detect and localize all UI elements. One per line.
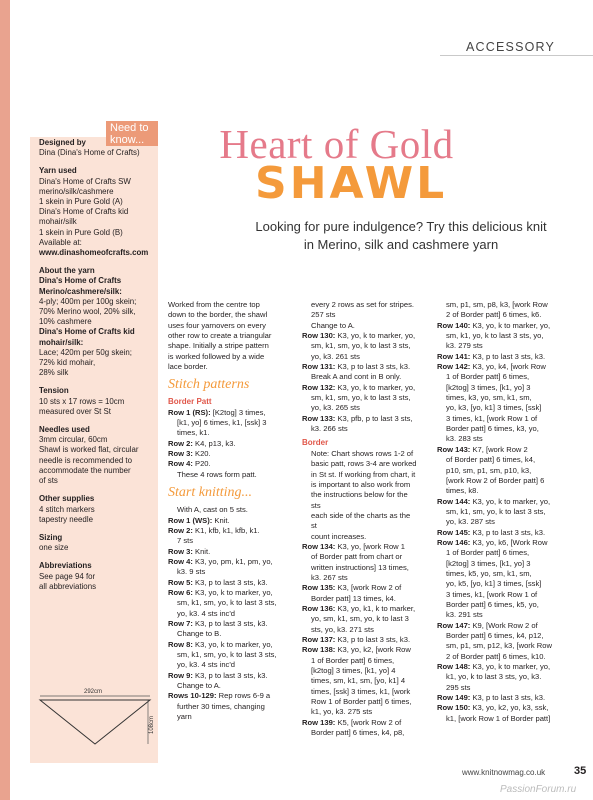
- pattern-row: Row 131: K3, p to last 3 sts, k3.: [302, 362, 411, 372]
- pattern-row: Row 5: K3, p to last 3 sts, k3.: [168, 577, 268, 587]
- pattern-row: k3. 267 sts: [311, 572, 348, 582]
- pattern-row: 3 times, k1, [work Row 1 of: [446, 413, 538, 423]
- pattern-row: every 2 rows as set for stripes.: [311, 300, 414, 309]
- border-patt-heading: Border Patt: [168, 397, 212, 407]
- column-1: [168, 300, 278, 722]
- pattern-row: [work Row 2 of Border patt] 6: [446, 475, 545, 485]
- pattern-row: k3. 266 sts: [311, 424, 348, 434]
- pattern-row: k1, yo, k to last 3 sts, yo, k3.: [446, 672, 542, 682]
- text-line: 72% kid mohair,: [39, 358, 96, 368]
- footer-url: www.knitnowmag.co.uk: [462, 768, 546, 777]
- text-line: tapestry needle: [39, 514, 93, 524]
- text-line: 70% Merino wool, 20% silk,: [39, 307, 136, 317]
- pattern-row: Row 6: K3, yo, k to marker, yo,: [168, 587, 273, 597]
- designed-by-heading: Designed by: [39, 138, 86, 147]
- pattern-row: times, k1.: [177, 428, 210, 438]
- pattern-row: yo, k3, [yo, k1] 3 times, [ssk]: [446, 403, 542, 413]
- pattern-row: Border patt] 13 times, k4.: [311, 593, 396, 603]
- pattern-row: Border patt] 6 times, k5, yo,: [446, 599, 539, 609]
- pattern-row: further 30 times, changing yarn: [177, 701, 265, 722]
- pattern-row: Row 3: K20.: [168, 449, 211, 459]
- text-line: of sts: [39, 476, 58, 486]
- pattern-row: Row 3: Knit.: [168, 546, 211, 556]
- pattern-row: of Border patt] 6 times, k4,: [446, 455, 536, 465]
- pattern-row: the instructions below for the sts: [311, 490, 408, 510]
- text-line: 10% cashmere: [39, 317, 92, 327]
- pattern-row: Row 141: K3, p to last 3 sts, k3.: [437, 351, 546, 361]
- about-yarn: [39, 276, 157, 378]
- pattern-row: Row 147: K9, [Work Row 2 of: [437, 620, 538, 630]
- text-line: down to the border, the shawl: [168, 310, 268, 320]
- pattern-row: [k2tog] 3 times, [k1, yo] 3: [446, 382, 531, 392]
- pattern-row: Row 132: K3, yo, k to marker, yo,: [302, 382, 416, 392]
- pattern-row: in St st. If working from chart, it: [311, 469, 416, 479]
- pattern-row: times, k5, yo, sm, k1, sm,: [446, 568, 532, 578]
- pattern-row: Row 148: K3, yo, k to marker, yo,: [437, 662, 551, 672]
- pattern-row: p10, sm, p1, sm, p10, k3,: [446, 465, 532, 475]
- pattern-row: Border patt] 6 times, k3, yo,: [446, 424, 539, 434]
- text-line: Available at:: [39, 237, 82, 247]
- border-rows-continued: [437, 300, 555, 724]
- pattern-row: Row 2: K4, p13, k3.: [168, 438, 236, 448]
- pattern-row: yo, sm, k1, sm, yo, k to last 3: [311, 614, 409, 624]
- shawl-triangle: [40, 700, 150, 744]
- pattern-row: Row 8: K3, yo, k to marker, yo,: [168, 639, 273, 649]
- pattern-row: Row 146: K3, yo, k6, [Work Row: [437, 537, 548, 547]
- pattern-row: yo, k3. 4 sts inc'd: [177, 608, 236, 618]
- pattern-row: Note: Chart shows rows 1-2 of: [311, 448, 414, 458]
- about-heading: About the yarn: [39, 266, 95, 276]
- pattern-row: 2 of Border patt] 6 times, k10.: [446, 651, 546, 661]
- border-rows: [302, 449, 418, 739]
- text-line: 1 skein in Pure Gold (B): [39, 227, 123, 237]
- pattern-row: sts, yo, k3. 271 sts: [311, 624, 374, 634]
- sizing: one size: [39, 543, 69, 553]
- pattern-row: Row 9: K3, p to last 3 sts, k3.: [168, 670, 268, 680]
- text-line: See page 94 for: [39, 571, 96, 581]
- pattern-row: sm, p1, sm, p12, k3, [work Row: [446, 641, 552, 651]
- text-line: is worked followed by a wide: [168, 351, 265, 361]
- tension-text: [39, 397, 157, 417]
- pattern-row: Rows 10-129: Rep rows 6-9 a: [168, 691, 271, 701]
- pattern-row: Break A and cont in B only.: [311, 372, 402, 382]
- sizing-heading: Sizing: [39, 532, 63, 542]
- pattern-row: k1, [work Row 1 of Border patt]: [446, 713, 551, 723]
- pattern-row: 257 sts: [311, 310, 336, 320]
- pattern-row: 1 of Border patt] 6 times,: [446, 372, 530, 382]
- pattern-row: sm, k1, sm, yo, k to last 3 sts,: [311, 393, 411, 403]
- pattern-row: Row 136: K3, yo, k1, k to marker,: [302, 603, 416, 613]
- pattern-row: Row 4: P20.: [168, 459, 211, 469]
- diagram-height-label: 108cm: [149, 715, 155, 734]
- pattern-row: sm, k1, sm, yo, k to last 3 sts,: [177, 598, 277, 608]
- pattern-row: sm, k1, sm, yo, k to last 3 sts,: [177, 649, 277, 659]
- needles-heading: Needles used: [39, 425, 90, 435]
- pattern-row: 7 sts: [177, 536, 194, 546]
- pattern-row: Row 1 (RS): [K2tog] 3 times,: [168, 407, 266, 417]
- border-heading: Border: [302, 438, 329, 448]
- pattern-row: yo, k3. 261 sts: [311, 351, 360, 361]
- other-supplies: [39, 505, 157, 525]
- pattern-row: yo, k5, [yo, k1] 3 times, [ssk]: [446, 579, 542, 589]
- abbreviations-heading: Abbreviations: [39, 561, 92, 571]
- pattern-row: Row 150: K3, yo, k2, yo, k3, ssk,: [437, 703, 549, 713]
- text-line: Dina's Home of Crafts kid: [39, 327, 135, 337]
- pattern-row: times, k3, yo, sm, k1, sm,: [446, 393, 532, 403]
- yarn-heading: Yarn used: [39, 166, 77, 176]
- needles-text: [39, 435, 157, 486]
- section-label: ACCESSORY: [466, 40, 556, 54]
- pattern-row: Row 138: K3, yo, k2, [work Row: [302, 645, 411, 655]
- text-line: all abbreviations: [39, 581, 97, 591]
- yarn-list: [39, 177, 157, 248]
- text-line: lace border.: [168, 362, 208, 372]
- text-line: 3mm circular, 60cm: [39, 435, 108, 445]
- stitch-patterns-heading: Stitch patterns: [168, 377, 250, 393]
- pattern-row: Row 7: K3, p to last 3 sts, k3.: [168, 618, 268, 628]
- pattern-row: Row 1 of Border patt] 6 times,: [311, 697, 412, 707]
- text-line: needle is recommended to: [39, 455, 132, 465]
- pattern-row: sm, k1, yo, k to last 3 sts, yo,: [446, 331, 544, 341]
- pattern-row: Row 4: K3, yo, pm, k1, pm, yo,: [168, 556, 273, 566]
- watermark: PassionForum.ru: [500, 784, 577, 795]
- pattern-row: of Border patt from chart or: [311, 552, 403, 562]
- pattern-row: yo, k3. 265 sts: [311, 403, 360, 413]
- pattern-row: These 4 rows form patt.: [177, 469, 257, 479]
- other-supplies-heading: Other supplies: [39, 494, 95, 504]
- tension-heading: Tension: [39, 386, 69, 396]
- pattern-row: [k2tog] 3 times, [k1, yo] 4: [311, 666, 396, 676]
- stripe-rows: [302, 300, 418, 434]
- pattern-row: 295 sts: [446, 682, 471, 692]
- pattern-row: Row 142: K3, yo, k4, [work Row: [437, 362, 546, 372]
- pattern-row: sm, k1, sm, yo, k to last 3 sts,: [311, 341, 411, 351]
- pattern-row: sm, p1, sm, p8, k3, [work Row: [446, 300, 548, 309]
- text-line: mohair/silk:: [39, 337, 84, 347]
- pattern-row: Row 140: K3, yo, k to marker, yo,: [437, 320, 551, 330]
- pattern-row: yo, k3. 4 sts inc'd: [177, 660, 236, 670]
- pattern-row: 3 times, k1, [work Row 1 of: [446, 589, 538, 599]
- text-line: measured over St St: [39, 406, 111, 416]
- need-to-know-tag: Need to know...: [106, 121, 158, 146]
- pattern-row: times, sm, k1, sm, [yo, k1] 4: [311, 676, 406, 686]
- yarn-url: www.dinashomeofcrafts.com: [39, 248, 149, 258]
- standfirst-line: in Merino, silk and cashmere yarn: [303, 237, 499, 252]
- pattern-row: Border patt] 6 times, k4, p12,: [446, 631, 544, 640]
- start-knitting-heading: Start knitting...: [168, 485, 252, 501]
- diagram-width-label: 292cm: [84, 689, 103, 695]
- pattern-row: Row 2: K1, kfb, k1, kfb, k1.: [168, 525, 260, 535]
- text-line: Dina's Home of Crafts SW: [39, 176, 131, 186]
- pattern-row: Change to B.: [177, 629, 222, 639]
- sidebar-content: [39, 138, 157, 592]
- border-patt-rows: [168, 408, 278, 480]
- text-line: 10 sts x 17 rows = 10cm: [39, 396, 125, 406]
- text-line: Lace; 420m per 50g skein;: [39, 347, 132, 357]
- standfirst: [216, 218, 586, 254]
- pattern-row: Change to A.: [177, 681, 221, 690]
- designed-by: Dina (Dina's Home of Crafts): [39, 148, 140, 158]
- page-title-script: Heart of Gold: [219, 121, 454, 167]
- page-number: 35: [574, 765, 587, 777]
- pattern-row: k3. 291 sts: [446, 610, 483, 620]
- pattern-row: sm, k1, sm, yo, k to last 3 sts,: [446, 506, 546, 516]
- pattern-row: 1 of Border patt] 6 times,: [311, 655, 395, 665]
- text-line: shape. Initially a stripe pattern: [168, 341, 269, 351]
- text-line: other row to create a triangular: [168, 331, 272, 341]
- pattern-row: Row 144: K3, yo, k to marker, yo,: [437, 496, 551, 506]
- text-line: merino/silk/cashmere: [39, 186, 114, 196]
- pattern-row: Row 139: K5, [work Row 2 of: [302, 717, 402, 727]
- pattern-row: Row 1 (WS): Knit.: [168, 515, 230, 525]
- pattern-row: Row 130: K3, yo, k to marker, yo,: [302, 331, 416, 341]
- pattern-row: Row 143: K7, [work Row 2: [437, 444, 528, 454]
- pattern-row: Row 135: K3, [work Row 2 of: [302, 583, 402, 593]
- text-line: Shawl is worked flat, circular: [39, 445, 139, 455]
- pattern-row: Row 133: K3, pfb, p to last 3 sts,: [302, 413, 413, 423]
- pattern-row: Row 149: K3, p to last 3 sts, k3.: [437, 693, 546, 703]
- text-line: Merino/cashmere/silk:: [39, 286, 122, 296]
- pattern-row: 2 of Border patt] 6 times, k6.: [446, 310, 542, 320]
- pattern-row: Row 134: K3, yo, [work Row 1: [302, 541, 405, 551]
- pattern-row: 1 of Border patt] 6 times,: [446, 548, 530, 558]
- page-title-bold: SHAWL: [255, 158, 448, 209]
- text-line: Dina's Home of Crafts kid: [39, 207, 129, 217]
- pattern-row: k3. 9 sts: [177, 567, 206, 577]
- text-line: accommodate the number: [39, 465, 131, 475]
- pattern-row: Change to A.: [311, 320, 355, 330]
- pattern-row: Row 145: K3, p to last 3 sts, k3.: [437, 527, 546, 537]
- text-line: 28% silk: [39, 368, 69, 378]
- text-line: 1 skein in Pure Gold (A): [39, 197, 123, 207]
- pattern-row: [k1, yo] 6 times, k1, [ssk] 3: [177, 418, 267, 428]
- abbreviations-text: [39, 572, 157, 592]
- pattern-row: times, [ssk] 3 times, k1, [work: [311, 686, 411, 696]
- text-line: 4-ply; 400m per 100g skein;: [39, 296, 137, 306]
- pattern-row: k1, yo, k3. 275 sts: [311, 707, 373, 717]
- start-knitting-rows: [168, 505, 278, 722]
- text-line: Worked from the centre top: [168, 300, 260, 309]
- pattern-row: written instructions] 13 times,: [311, 562, 409, 572]
- pattern-row: basic patt, rows 3-4 are worked: [311, 459, 417, 469]
- pattern-row: Row 137: K3, p to last 3 sts, k3.: [302, 635, 411, 644]
- pattern-row: each side of the charts as the st: [311, 510, 411, 531]
- text-line: uses four yarnovers on every: [168, 320, 266, 330]
- pattern-row: is important to also work from: [311, 479, 411, 489]
- pattern-row: yo, k3. 287 sts: [446, 517, 495, 527]
- text-line: 4 stitch markers: [39, 504, 95, 514]
- column-3: [437, 300, 555, 724]
- pattern-row: Border patt] 6 times, k4, p8,: [311, 728, 405, 738]
- standfirst-line: Looking for pure indulgence? Try this delicious knit: [255, 219, 547, 234]
- pattern-row: With A, cast on 5 sts.: [177, 505, 248, 515]
- column-2: [302, 300, 418, 738]
- shawl-diagram: [36, 688, 154, 748]
- pattern-row: count increases.: [311, 531, 367, 541]
- pattern-row: [k2tog] 3 times, [k1, yo] 3: [446, 558, 531, 568]
- pattern-intro: [168, 300, 278, 372]
- pattern-row: k3. 283 sts: [446, 434, 483, 444]
- text-line: mohair/silk: [39, 217, 77, 227]
- pattern-row: k3. 279 sts: [446, 341, 483, 351]
- pattern-row: times, k8.: [446, 486, 479, 496]
- header-rule: [440, 55, 593, 56]
- text-line: Dina's Home of Crafts: [39, 276, 122, 286]
